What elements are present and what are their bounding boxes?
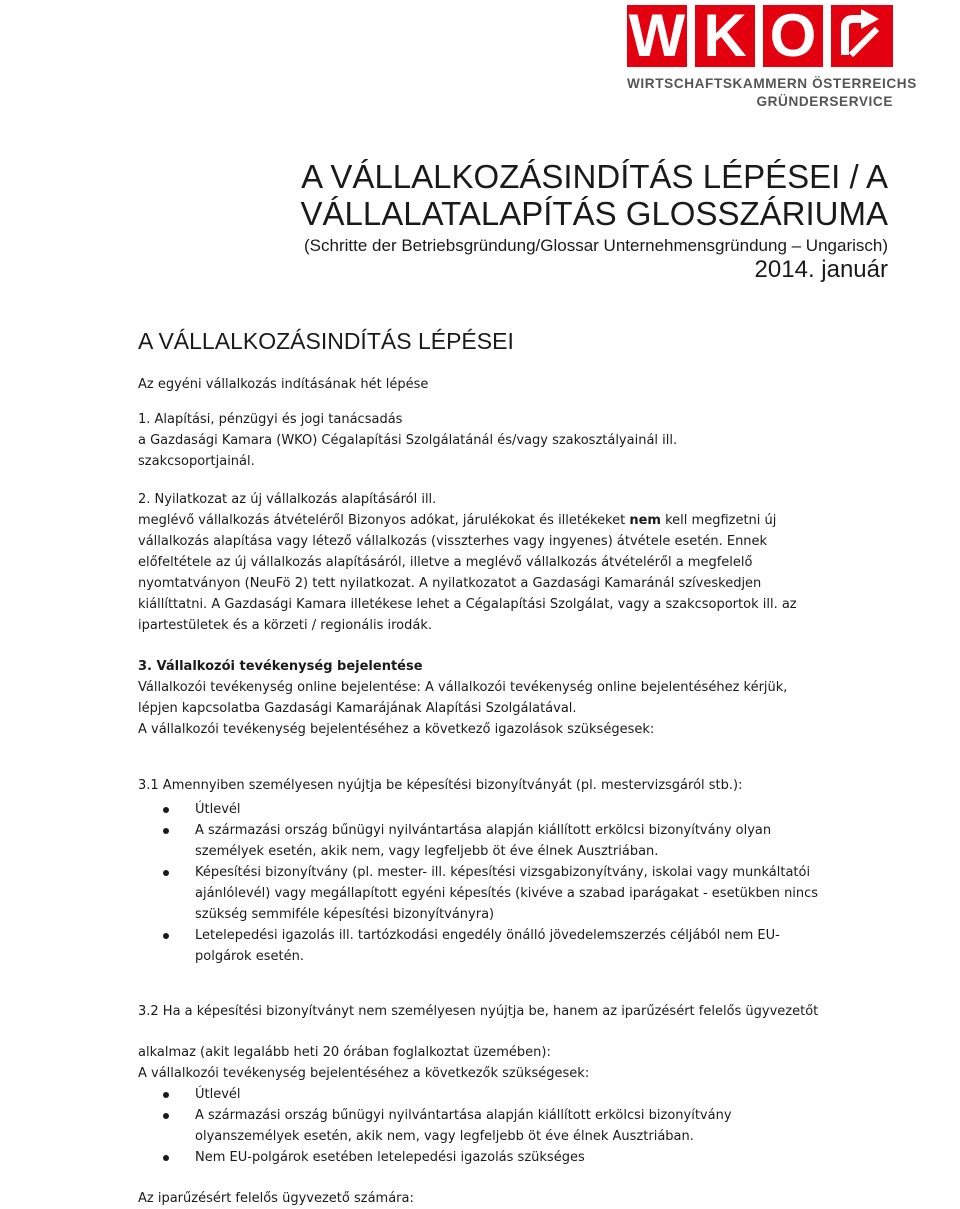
step-3-line: lépjen kapcsolatba Gazdasági Kamarájának Alapítási Szolgálatával. bbox=[138, 701, 577, 716]
logo-letter-boxes bbox=[627, 2, 893, 69]
list-item-line: Nem EU-polgárok esetében letelepedési igazolás szükséges bbox=[195, 1150, 585, 1165]
list-item-line: A származási ország bűnügyi nyilvántartása alapján kiállított erkölcsi bizonyítvány bbox=[195, 1108, 732, 1123]
title-line-2: VÁLLALATALAPÍTÁS GLOSSZÁRIUMA bbox=[300, 195, 888, 232]
list-item bbox=[138, 925, 838, 967]
step-2-line: ipartestületek és a körzeti / regionális irodák. bbox=[138, 618, 432, 633]
subsection-3-2-list bbox=[138, 1084, 838, 1168]
list-item bbox=[138, 820, 838, 862]
list-item bbox=[138, 1105, 838, 1147]
document-title bbox=[188, 158, 888, 232]
list-item-line: Útlevél bbox=[195, 1087, 241, 1102]
step-2-title: 2. Nyilatkozat az új vállalkozás alapításáról ill. bbox=[138, 492, 437, 507]
document-date: 2014. január bbox=[754, 256, 888, 283]
subsection-3-1-title: 3.1 Amennyiben személyesen nyújtja be képesítési bizonyítványát (pl. mestervizsgáról stb.): bbox=[138, 778, 743, 793]
wko-logo bbox=[627, 2, 917, 109]
step-3-title: 3. Vállalkozói tevékenység bejelentése bbox=[138, 659, 423, 674]
step-3-line: A vállalkozói tevékenység bejelentéséhez a következő igazolások szükségesek: bbox=[138, 722, 655, 737]
step-3-line: Vállalkozói tevékenység online bejelentése: A vállalkozói tevékenység online bejelentéséhez kérjük, bbox=[138, 680, 788, 695]
list-item-line: olyanszemélyek esetén, akik nem, vagy legfeljebb öt éve élnek Ausztriában. bbox=[195, 1129, 694, 1144]
step-1-line: a Gazdasági Kamara (WKO) Cégalapítási Szolgálatánál és/vagy szakosztályainál ill. bbox=[138, 433, 678, 448]
arrow-up-right-icon bbox=[831, 5, 893, 67]
list-item-line: Letelepedési igazolás ill. tartózkodási engedély önálló jövedelemszerzés céljából nem EU- bbox=[195, 928, 780, 943]
step-2-line-part: meglévő vállalkozás átvételéről Bizonyos adókat, járulékokat és illetékeket bbox=[138, 513, 630, 528]
step-2-line: előfeltétele az új vállalkozás alapításáról, illetve a meglévő vállalkozás átvételéről a megfelelő bbox=[138, 555, 753, 570]
subsection-3-1-list bbox=[138, 799, 838, 967]
title-line-1: A VÁLLALKOZÁSINDÍTÁS LÉPÉSEI / A bbox=[301, 158, 888, 195]
list-item bbox=[138, 862, 838, 925]
document-subtitle: (Schritte der Betriebsgründung/Glossar Unternehmensgründung – Ungarisch) bbox=[304, 236, 888, 255]
section-intro: Az egyéni vállalkozás indításának hét lépése bbox=[138, 377, 429, 392]
subsection-3-2-title: 3.2 Ha a képesítési bizonyítványt nem személyesen nyújtja be, hanem az iparűzésért felelős ügyvezetőt bbox=[138, 1004, 819, 1019]
list-item bbox=[138, 1147, 838, 1168]
list-item-line: Útlevél bbox=[195, 802, 241, 817]
step-2-line bbox=[138, 510, 838, 531]
step-2-line-part: kell megfizetni új bbox=[660, 513, 777, 528]
list-item-line: polgárok esetén. bbox=[195, 949, 304, 964]
list-item-line: ajánlólevél) vagy megállapított egyéni képesítés (kivéve a szabad iparágakat - esetükben nincs bbox=[195, 886, 819, 901]
list-item-line: Képesítési bizonyítvány (pl. mester- ill. képesítési vizsgabizonyítvány, iskolai vagy munkáltatói bbox=[195, 865, 811, 880]
step-1-title: 1. Alapítási, pénzügyi és jogi tanácsadás bbox=[138, 412, 403, 427]
logo-line-gruenderservice: GRÜNDERSERVICE bbox=[756, 94, 893, 109]
list-item bbox=[138, 799, 838, 820]
step-2-line: kiállíttatni. A Gazdasági Kamara illetékese lehet a Cégalapítási Szolgálat, vagy a szakcsoportok ill. az bbox=[138, 597, 797, 612]
list-item-line: A származási ország bűnügyi nyilvántartása alapján kiállított erkölcsi bizonyítvány olyan bbox=[195, 823, 772, 838]
step-1 bbox=[138, 409, 838, 472]
step-3 bbox=[138, 656, 838, 740]
step-2-emphasis: nem bbox=[629, 513, 661, 528]
step-1-line: szakcsoportjainál. bbox=[138, 454, 255, 469]
list-item-line: személyek esetén, akik nem, vagy legfeljebb öt éve élnek Ausztriában. bbox=[195, 844, 659, 859]
subsection-3-2-line: alkalmaz (akit legalább heti 20 órában foglalkoztat üzemében): bbox=[138, 1045, 551, 1060]
subsection-3-2-line: A vállalkozói tevékenység bejelentéséhez a következők szükségesek: bbox=[138, 1066, 590, 1081]
step-2 bbox=[138, 489, 838, 636]
logo-line-wirtschaftskammern: WIRTSCHAFTSKAMMERN ÖSTERREICHS bbox=[627, 76, 917, 91]
logo-letter-o: O bbox=[763, 5, 823, 67]
footer-line: Az iparűzésért felelős ügyvezető számára: bbox=[138, 1191, 414, 1206]
logo-letter-w: W bbox=[628, 2, 686, 69]
list-item-line: szükség semmiféle képesítési bizonyítványra) bbox=[195, 907, 495, 922]
step-2-line: nyomtatványon (NeuFö 2) tett nyilatkozat. A nyilatkozatot a Gazdasági Kamaránál szíveskedjen bbox=[138, 576, 762, 591]
section-heading: A VÁLLALKOZÁSINDÍTÁS LÉPÉSEI bbox=[138, 328, 514, 354]
step-2-line: vállalkozás alapítása vagy létező vállalkozás (visszterhes vagy ingyenes) átvétele esetén. Ennek bbox=[138, 534, 768, 549]
list-item bbox=[138, 1084, 838, 1105]
logo-letter-k: K bbox=[695, 5, 755, 67]
